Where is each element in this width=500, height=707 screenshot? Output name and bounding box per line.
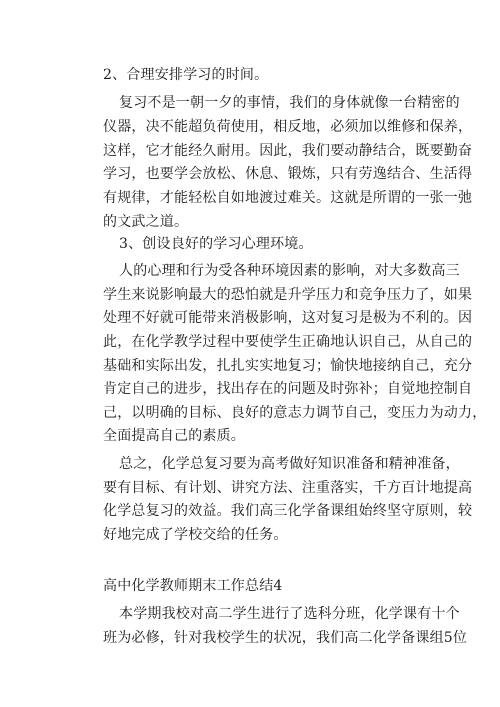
section-heading-3: 3、创设良好的学习心理环境。 xyxy=(119,236,313,252)
paragraph-line: 要有目标、有计划、讲究方法、注重落实，千方百计地提高 xyxy=(103,480,473,496)
paragraph-line: 此，在化学教学过程中要使学生正确地认识自己，从自己的 xyxy=(103,334,473,350)
paragraph-line: 学习，也要学会放松、休息、锻炼，只有劳逸结合、生活得 xyxy=(103,166,473,182)
article-title: 高中化学教师期末工作总结4 xyxy=(103,578,283,594)
paragraph-line: 基础和实际出发，扎扎实实地复习；愉快地接纳自己，充分 xyxy=(103,358,473,374)
paragraph-line: 仪器，决不能超负荷使用，相反地，必须加以维修和保养， xyxy=(103,119,473,135)
paragraph-line: 己，以明确的目标、良好的意志力调节自己，变压力为动力， xyxy=(103,405,487,421)
paragraph-line: 这样，它才能经久耐用。因此，我们要动静结合，既要勤奋 xyxy=(103,143,473,159)
paragraph-line: 复习不是一朝一夕的事情，我们的身体就像一台精密的 xyxy=(119,95,460,111)
paragraph-line: 班为必修，针对我校学生的状况，我们高二化学备课组5位 xyxy=(103,630,468,646)
paragraph-line: 好地完成了学校交给的任务。 xyxy=(103,527,288,543)
paragraph-line: 人的心理和行为受各种环境因素的影响，对大多数高三 xyxy=(119,263,460,279)
paragraph-line: 学生来说影响最大的恐怕就是升学压力和竞争压力了，如果 xyxy=(103,287,473,303)
paragraph-line: 肯定自己的进步，找出存在的问题及时弥补；自觉地控制自 xyxy=(103,381,473,397)
section-heading-2: 2、合理安排学习的时间。 xyxy=(103,67,269,83)
paragraph-line: 有规律，才能轻松自如地渡过难关。这就是所谓的一张一弛 xyxy=(103,190,473,206)
paragraph-line: 全面提高自己的素质。 xyxy=(103,428,245,444)
paragraph-line: 处理不好就可能带来消极影响，这对复习是极为不利的。因 xyxy=(103,310,473,326)
paragraph-line: 本学期我校对高二学生进行了选科分班，化学课有十个 xyxy=(119,606,460,622)
paragraph-line: 总之，化学总复习要为高考做好知识准备和精神准备， xyxy=(119,456,460,472)
paragraph-line: 化学总复习的效益。我们高三化学备课组始终坚守原则，较 xyxy=(103,503,473,519)
paragraph-line: 的文武之道。 xyxy=(103,214,189,230)
